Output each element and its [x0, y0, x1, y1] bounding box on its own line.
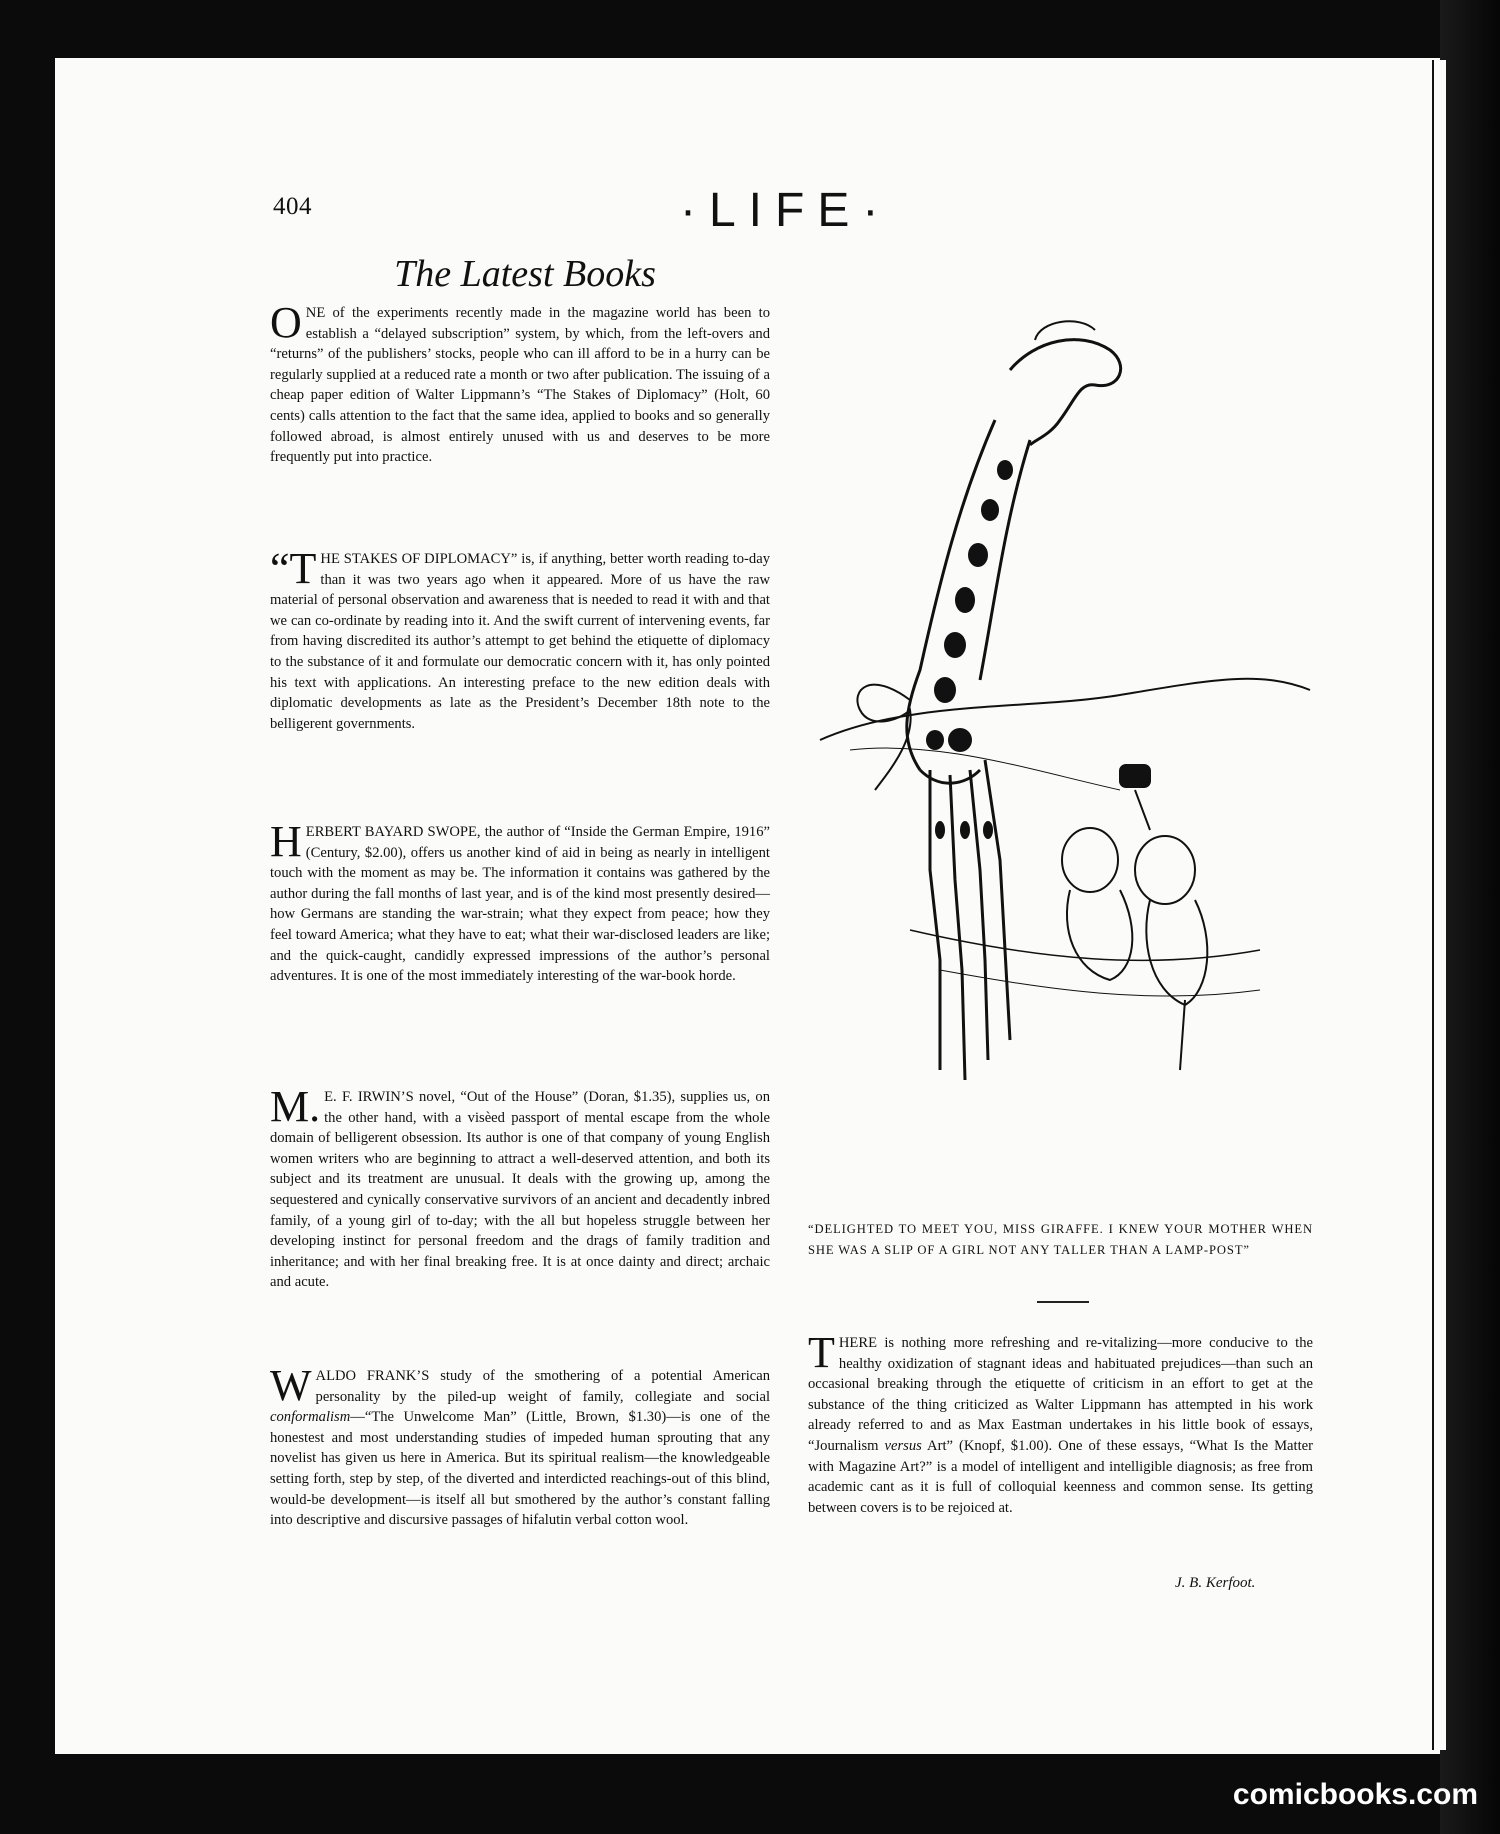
drop-cap: W — [270, 1361, 312, 1410]
review-paragraph — [270, 817, 770, 987]
paragraph-text: E. F. IRWIN’S novel, “Out of the House” (Doran, $1.35), supplies us, on the other hand, with a visèed passport of mental escape from the whole domain of belligerent obsession. Its author is one of that company of young English women writers who are beginning to attract a well-deserved attention, and both its subject and its treatment are unusual. It deals with the growing up, among the sequestered and cynically conservative survivors of an ancient and decadently inbred family, of a young girl of to-day; with the all but hopeless struggle between her developing instinct for personal freedom and the drags of family tradition and inheritance; and with her final breaking free. It is at once dainty and direct; archaic and acute. — [270, 1089, 770, 1291]
paragraph-text: Art” (Knopf, $1.00). One of these essays, “What Is the Matter with Magazine Art?” is a model of intelligent and intelligible diagnosis; as free from academic cant as it is full of colloquial keenness and common sense. Its getting between covers is to be rejoiced at. — [808, 1437, 1313, 1516]
book-spine — [1440, 0, 1500, 1834]
giraffe-cartoon-illustration — [790, 270, 1330, 1200]
author-signature: J. B. Kerfoot. — [1175, 1575, 1256, 1591]
review-paragraph — [270, 298, 770, 468]
emphasis-text: versus — [884, 1437, 922, 1454]
paragraph-text: ALDO FRANK’S study of the smothering of a potential American personality by the piled-up weight of family, collegiate and social — [315, 1368, 770, 1405]
page-number: 404 — [273, 193, 312, 220]
section-title: The Latest Books — [394, 253, 656, 295]
watermark: comicbooks.com — [1232, 1778, 1478, 1811]
drop-cap: O — [270, 298, 302, 347]
drop-cap: M. — [270, 1082, 321, 1131]
drop-cap: T — [808, 1328, 835, 1377]
paragraph-text: ERBERT BAYARD SWOPE, the author of “Inside the German Empire, 1916” (Century, $2.00), offers us another kind of aid in being as nearly in intelligent touch with the moment as may be. The information it contains was gathered by the author during the fall months of last year, and is of the kind most presently desired—how Germans are standing the war-strain; what they expect from peace; how they feel toward America; what they have to eat; what their war-disclosed leaders are like; and the quick-caught, candidly expressed impressions of the author’s personal adventures. It is one of the most immediately interesting of the war-book horde. — [270, 824, 770, 985]
drop-cap: H — [270, 817, 302, 866]
drop-cap: “T — [270, 544, 317, 593]
paragraph-text: NE of the experiments recently made in the magazine world has been to establish a “delayed subscription” system, by which, from the left-overs and “returns” of the publishers’ stocks, people who can ill afford to be in a hurry can be regularly supplied at a reduced rate a month or two after publication. The issuing of a cheap paper edition of Walter Lippmann’s “The Stakes of Diplomacy” (Holt, 60 cents) calls attention to the fact that the same idea, applied to books and so generally followed abroad, is almost entirely unused with us and deserves to be more frequently put into practice. — [270, 305, 770, 466]
paragraph-text: HERE is nothing more refreshing and re-vitalizing—more conducive to the healthy oxidization of stagnant ideas and habituated prejudices—than such an occasional breaking through the etiquette of criticism in an effort to get at the substance of the thing criticized as Walter Lippmann has attempted in his work already referred to and as Max Eastman undertakes in his little book of essays, “Journalism — [808, 1335, 1313, 1454]
illustration-caption: “DELIGHTED TO MEET YOU, MISS GIRAFFE. I KNEW YOUR MOTHER WHEN SHE WAS A SLIP OF A GIRL NOT ANY TALLER THAN A LAMP-POST” — [808, 1222, 1313, 1257]
paragraph-text: —“The Unwelcome Man” (Little, Brown, $1.30)—is one of the honestest and most understanding studies of impeded human sprouting that any novelist has given us here in America. But its spiritual realism—the knowledgeable setting forth, step by step, of the diverted and interdicted reachings-out of this blind, would-be development—is itself all but smothered by the author’s constant falling into descriptive and discursive passages of hifalutin verbal cotton wool. — [270, 1409, 770, 1529]
review-paragraph — [270, 1361, 770, 1531]
divider-rule — [1037, 1301, 1089, 1303]
review-paragraph — [808, 1328, 1313, 1518]
emphasis-text: conformalism — [270, 1409, 351, 1426]
masthead: ·LIFE· — [680, 184, 892, 237]
paragraph-text: HE STAKES OF DIPLOMACY” is, if anything, better worth reading to-day than it was two years ago when it appeared. More of us have the raw material of personal observation and awareness that is needed to read it with and that we can co-ordinate by reading into it. And the swift current of intervening events, far from having discredited its author’s attempt to get behind the etiquette of diplomacy to the substance of it and formulate our democratic concern with it, has only pointed his text with applications. An interesting preface to the new edition deals with diplomatic developments as late as the President’s December 18th note to the belligerent governments. — [270, 551, 770, 732]
review-paragraph — [270, 544, 770, 734]
review-paragraph — [270, 1082, 770, 1293]
page-edge — [1432, 60, 1446, 1750]
